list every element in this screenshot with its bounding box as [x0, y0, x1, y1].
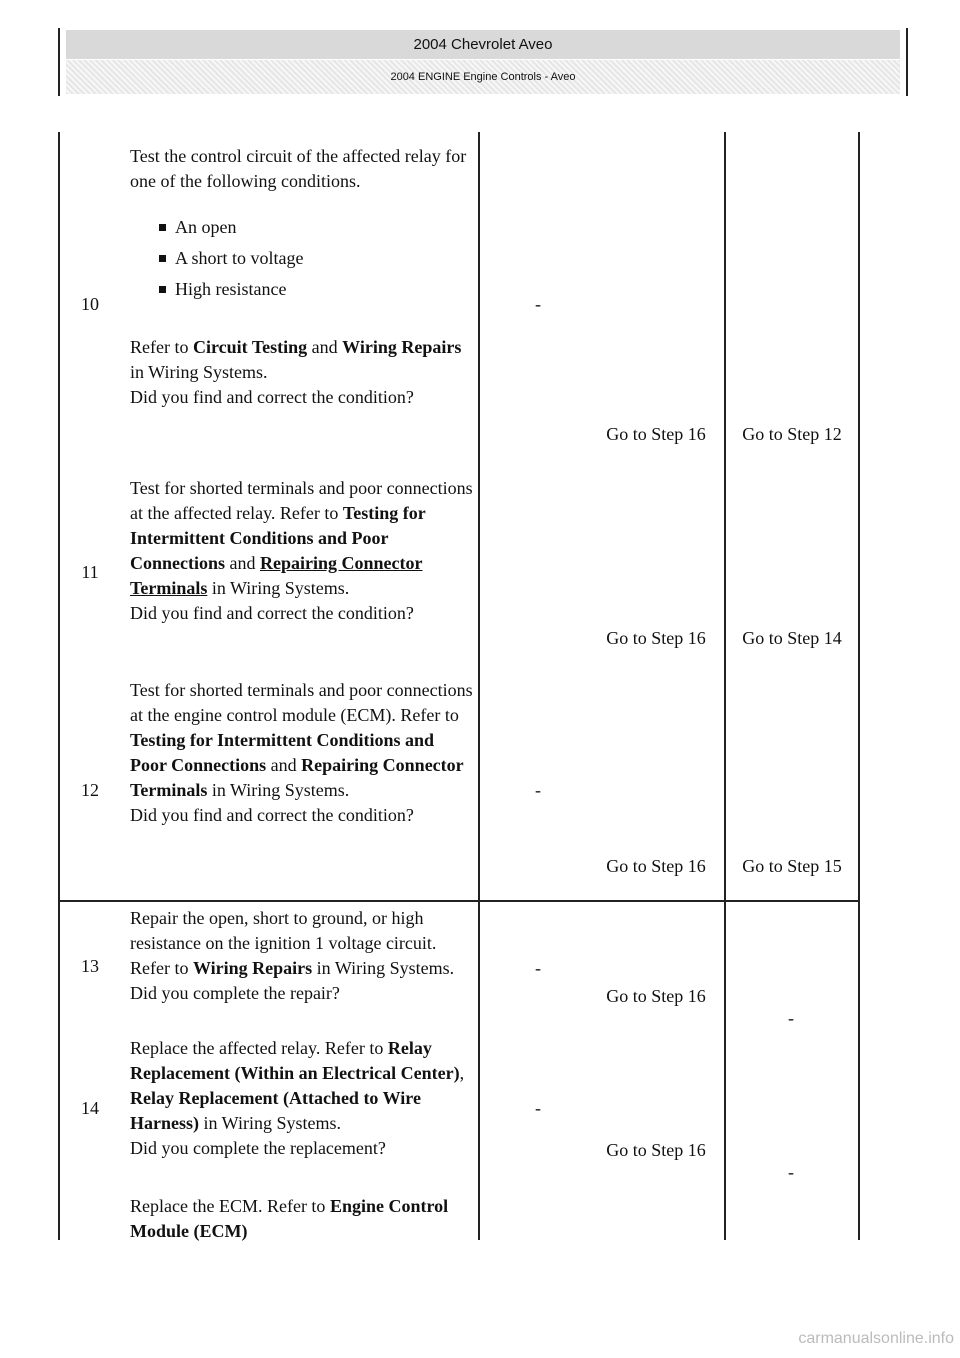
- step-number: 12: [81, 780, 99, 800]
- no-action: -: [788, 1162, 794, 1182]
- step-15-text: [130, 1194, 470, 1244]
- step-question: Did you find and correct the condition?: [130, 805, 414, 825]
- step-intro: Test for shorted terminals and poor connections at the affected relay.: [130, 478, 473, 523]
- step-intro: Repair the open, short to ground, or high resistance on the ignition 1 voltage circuit. Refer to: [130, 908, 437, 978]
- yes-action[interactable]: Go to Step 16: [606, 986, 706, 1006]
- ref-and: and: [225, 553, 261, 573]
- step-number: 10: [81, 294, 99, 314]
- ref-suffix: in Wiring Systems.: [207, 578, 350, 598]
- reference-link[interactable]: Repairing Connector Terminals: [130, 755, 464, 800]
- ref-prefix: Refer to: [279, 503, 343, 523]
- watermark: carmanualsonline.info: [798, 1330, 954, 1347]
- table-border-left: [58, 132, 60, 1240]
- step-question: Did you find and correct the condition?: [130, 603, 414, 623]
- reference-link[interactable]: Testing for Intermittent Conditions and Poor Connections: [130, 503, 426, 573]
- no-action[interactable]: Go to Step 12: [742, 424, 842, 444]
- ref-suffix: in Wiring Systems.: [312, 958, 455, 978]
- ref-suffix: in Wiring Systems.: [130, 362, 268, 382]
- col-divider-2: [724, 132, 726, 1240]
- step-question: Did you find and correct the condition?: [130, 387, 414, 407]
- header-title: 2004 Chevrolet Aveo: [66, 30, 900, 59]
- step-14-text: [130, 1036, 470, 1161]
- step-intro: Test the control circuit of the affected relay for one of the following conditions.: [130, 146, 467, 191]
- ref-suffix: in Wiring Systems.: [199, 1113, 341, 1133]
- reference-link[interactable]: Wiring Repairs: [342, 337, 462, 357]
- row-divider: [58, 900, 860, 902]
- yes-action[interactable]: Go to Step 16: [606, 628, 706, 648]
- step-question: Did you complete the replacement?: [130, 1138, 386, 1158]
- reference-link[interactable]: Testing for Intermittent Conditions and Poor Connections: [130, 730, 435, 775]
- step-intro: Replace the ECM. Refer to: [130, 1196, 330, 1216]
- yes-action[interactable]: Go to Step 16: [606, 856, 706, 876]
- reference-link[interactable]: Wiring Repairs: [192, 958, 313, 978]
- step-number: 13: [81, 956, 99, 976]
- step-13-text: [130, 906, 470, 1006]
- list-item: An open: [175, 212, 470, 243]
- step-intro: Replace the affected relay. Refer to: [130, 1038, 388, 1058]
- step-reference: [130, 335, 470, 385]
- reference-link[interactable]: Circuit Testing: [192, 337, 308, 357]
- value-cell: -: [535, 780, 541, 800]
- page-header: [58, 28, 908, 96]
- no-action: -: [788, 1008, 794, 1028]
- reference-link[interactable]: Relay Replacement (Attached to Wire Harness): [130, 1088, 421, 1133]
- step-10-text: [130, 144, 470, 410]
- step-question: Did you complete the repair?: [130, 983, 340, 1003]
- ref-prefix: Refer to: [130, 337, 193, 357]
- step-number: 11: [81, 562, 99, 582]
- condition-list: [130, 212, 470, 305]
- step-intro: Test for shorted terminals and poor connections at the engine control module (ECM). Refer to: [130, 680, 473, 725]
- reference-link[interactable]: Engine Control Module (ECM): [130, 1196, 449, 1241]
- ref-and: and: [307, 337, 343, 357]
- ref-and: and: [266, 755, 302, 775]
- table-border-right: [858, 132, 860, 1240]
- reference-link[interactable]: Relay Replacement (Within an Electrical Center): [130, 1038, 460, 1083]
- list-item: A short to voltage: [175, 243, 470, 274]
- yes-action[interactable]: Go to Step 16: [606, 1140, 706, 1160]
- value-cell: -: [535, 1098, 541, 1118]
- value-cell: -: [535, 958, 541, 978]
- step-12-text: [130, 678, 475, 828]
- step-11-text: [130, 476, 475, 626]
- header-subtitle: 2004 ENGINE Engine Controls - Aveo: [66, 60, 900, 94]
- diagnostic-table: [58, 132, 860, 1240]
- no-action[interactable]: Go to Step 14: [742, 628, 842, 648]
- ref-and: ,: [459, 1063, 465, 1083]
- yes-action[interactable]: Go to Step 16: [606, 424, 706, 444]
- list-item: High resistance: [175, 274, 470, 305]
- value-cell: -: [535, 294, 541, 314]
- reference-link[interactable]: Repairing Connector Terminals: [130, 553, 423, 598]
- col-divider-1: [478, 132, 480, 1240]
- ref-suffix: in Wiring Systems.: [207, 780, 350, 800]
- no-action[interactable]: Go to Step 15: [742, 856, 842, 876]
- step-number: 14: [81, 1098, 99, 1118]
